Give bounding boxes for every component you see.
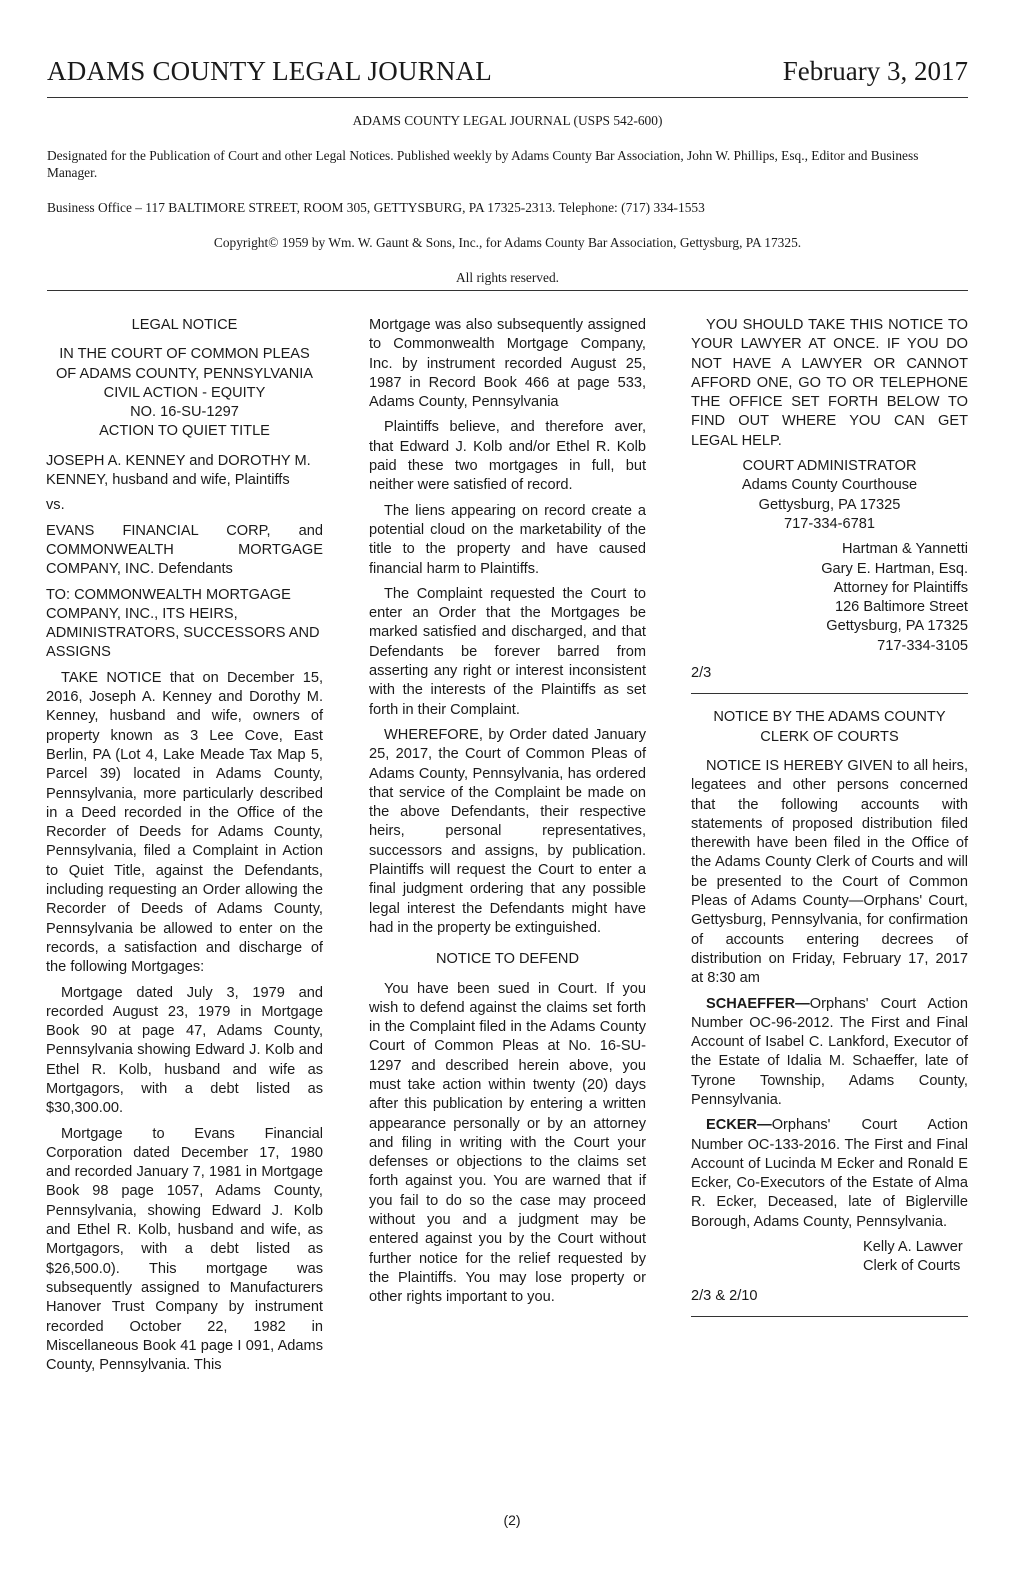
clerk-intro-paragraph: NOTICE IS HEREBY GIVEN to all heirs, legatees and other persons concerned that the following accounts with statements of proposed distribution filed therewith have been filed in the Office of the Adams County Clerk of Courts and will be presented to the Court of Common Pleas of Adams County—Orphans' Court, Gettysburg, Pennsylvania, for confirmation of accounts entering decrees of distribution on Friday, February 17, 2017 at 8:30 am — [691, 757, 968, 987]
rights-line: All rights reserved. — [455, 270, 559, 285]
versus: vs. — [46, 497, 65, 514]
run-dates: 2/3 & 2/10 — [691, 1287, 758, 1304]
attorney-line: 717-334-3105 — [877, 637, 968, 654]
admin-line: COURT ADMINISTRATOR — [742, 458, 917, 475]
notice-divider — [691, 693, 968, 694]
take-notice-paragraph: TAKE NOTICE that on December 15, 2016, Joseph A. Kenney and Dorothy M. Kenney, husband and wife, owners of property known as 3 Lee Cove, East Berlin, PA (Lot 4, Lake Meade Tax Map 5, Parcel 39) located in Adams County, Pennsylvania, more particularly described in a Deed recorded in the Office of the Recorder of Deeds for Adams County, Pennsylvania, filed a Complaint in Action to Quiet Title, against the Defendants, including requesting an Order allowing the Recorder of Deeds of Adams County, Pennsylvania be allowed to enter on the records, a satisfaction and discharge of the following Mortgages: — [46, 669, 323, 976]
running-head — [47, 56, 968, 96]
complaint-paragraph: The Complaint requested the Court to enter an Order that the Mortgages be marked satisfied and discharged, and that Defendants be forever barred from asserting any right or interest inconsistent with the interests of the Plaintiffs as set forth in their Complaint. — [369, 585, 646, 718]
clerk-notice-heading — [691, 708, 968, 747]
court-line: ACTION TO QUIET TITLE — [99, 423, 270, 440]
wherefore-paragraph: WHEREFORE, by Order dated January 25, 2017, the Court of Common Pleas of Adams County, Pennsylvania, has ordered that service of the Complaint be made on the above Defendants, their respective heirs, personal representatives, successors and assigns, by publication. Plaintiffs will request the Court to enter a final judgment ordering that any possible legal interest the Defendants might have had in the property be extinguished. — [369, 726, 646, 936]
signer-title: Clerk of Courts — [863, 1258, 961, 1275]
attorney-line: Hartman & Yannetti — [841, 541, 968, 558]
page-number: (2) — [503, 1512, 521, 1528]
usps-line: ADAMS COUNTY LEGAL JOURNAL (USPS 542-600) — [352, 113, 663, 128]
lawyer-paragraph: YOU SHOULD TAKE THIS NOTICE TO YOUR LAWYER AT ONCE. IF YOU DO NOT HAVE A LAWYER OR CANNOT AFFORD ONE, GO TO OR TELEPHONE THE OFFICE SET FORTH BELOW TO FIND OUT WHERE YOU CAN GET LEGAL HELP. — [691, 317, 968, 449]
estate-text: Orphans' Court Action Number OC-133-2016. The First and Final Account of Lucinda M Ecker and Ronald E Ecker, Co-Executors of the Estate of Alma R. Ecker, Deceased, late of Biglerville Borough, Adams County, Pennsylvania. — [691, 1117, 968, 1230]
court-line: OF ADAMS COUNTY, PENNSYLVANIA — [55, 365, 314, 382]
estate-entry — [691, 995, 968, 1111]
estate-name: ECKER— — [706, 1117, 772, 1134]
attorney-line: Gettysburg, PA 17325 — [826, 618, 968, 635]
journal-title: ADAMS COUNTY LEGAL JOURNAL — [47, 56, 492, 86]
run-dates: 2/3 — [691, 665, 712, 682]
admin-line: 717-334-6781 — [784, 515, 875, 532]
court-line: IN THE COURT OF COMMON PLEAS — [59, 346, 310, 363]
court-line: NO. 16-SU-1297 — [130, 404, 239, 421]
admin-line: Adams County Courthouse — [741, 477, 918, 494]
column-2 — [369, 316, 646, 1314]
column-3 — [691, 316, 968, 1331]
court-line: CIVIL ACTION - EQUITY — [103, 384, 266, 401]
attorney-line: Attorney for Plaintiffs — [833, 579, 968, 596]
attorney-block — [691, 540, 968, 656]
clerk-heading-line: NOTICE BY THE ADAMS COUNTY — [713, 709, 946, 726]
liens-paragraph: The liens appearing on record create a potential cloud on the marketability of the title to the property and have caused financial harm to Plaintiffs. — [369, 502, 646, 577]
mortgage-1-paragraph: Mortgage dated July 3, 1979 and recorded August 23, 1979 in Mortgage Book 90 at page 47, Adams County, Pennsylvania showing Edward J. Kolb and Ethel R. Kolb, husband and wife as Mortgagors, with a debt listed as $30,300.00. — [46, 984, 323, 1117]
attorney-line: 126 Baltimore Street — [834, 599, 968, 616]
defendants: EVANS FINANCIAL CORP, and COMMONWEALTH MORTGAGE COMPANY, INC. Defendants — [46, 522, 323, 578]
estate-name: SCHAEFFER— — [706, 995, 810, 1012]
clerk-signature — [691, 1238, 968, 1277]
clerk-heading-line: CLERK OF COURTS — [760, 728, 899, 745]
belief-paragraph: Plaintiffs believe, and therefore aver, that Edward J. Kolb and/or Ethel R. Kolb paid these two mortgages in full, but neither were satisfied of record. — [369, 419, 646, 494]
signer-name: Kelly A. Lawver — [863, 1239, 963, 1256]
column-1 — [46, 316, 323, 1381]
notice-divider — [691, 1316, 968, 1317]
estate-entry — [691, 1116, 968, 1232]
notice-to-defend-heading: NOTICE TO DEFEND — [436, 951, 579, 968]
court-administrator-block — [691, 457, 968, 534]
to-line: TO: COMMONWEALTH MORTGAGE COMPANY, INC., ITS HEIRS, ADMINISTRATORS, SUCCESSORS AND ASSIGNS — [46, 586, 320, 661]
mortgage-2-paragraph: Mortgage to Evans Financial Corporation dated December 17, 1980 and recorded January 7, 1981 in Mortgage Book 98 page 1057, Adams County, Pennsylvania, showing Edward J. Kolb and Ethel R. Kolb, husband and wife, as Mortgagors, with a debt listed as $26,500.0). This mortgage was subsequently assigned to Manufacturers Hanover Trust Company by instrument recorded October 22, 1982 in Miscellaneous Book 41 page I 091, Adams County, Pennsylvania. This — [46, 1125, 323, 1374]
plaintiffs: JOSEPH A. KENNEY and DOROTHY M. KENNEY, husband and wife, Plaintiffs — [46, 452, 311, 489]
attorney-line: Gary E. Hartman, Esq. — [821, 560, 968, 577]
header-rule — [47, 97, 968, 98]
copyright-line: Copyright© 1959 by Wm. W. Gaunt & Sons, Inc., for Adams County Bar Association, Gettysburg, PA 17325. — [213, 235, 802, 250]
legal-notice-heading: LEGAL NOTICE — [131, 317, 238, 333]
business-office: Business Office – 117 BALTIMORE STREET, ROOM 305, GETTYSBURG, PA 17325-2313. Telephone: (717) 334-1553 — [47, 200, 705, 215]
masthead — [47, 112, 968, 286]
notice-to-defend-paragraph: You have been sued in Court. If you wish to defend against the claims set forth in the Complaint filed in the Adams County Court of Common Pleas at No. 16-SU-1297 and described herein above, you must take action within twenty (20) days after this publication by entering a written appearance personally or by an attorney and filing in writing with the Court your defenses or objections to the claims set forth against you. You are warned that if you fail to do so the case may proceed without you and a judgment may be entered against you by the Court without further notice for the relief requested by the Plaintiffs. You may lose property or other rights important to you. — [369, 980, 646, 1306]
court-caption — [46, 345, 323, 441]
issue-date: February 3, 2017 — [782, 56, 968, 86]
mortgage-2-continued: Mortgage was also subsequently assigned to Commonwealth Mortgage Company, Inc. by instrument recorded August 25, 1987 in Record Book 466 at page 533, Adams County, Pennsylvania — [369, 317, 646, 411]
estate-text: Orphans' Court Action Number OC-96-2012. The First and Final Account of Isabel C. Lankford, Executor of the Estate of Idalia M. Schaeffer, late of Tyrone Township, Adams County, Pennsylvania. — [691, 995, 968, 1108]
masthead-rule — [47, 290, 968, 291]
designation-text: Designated for the Publication of Court and other Legal Notices. Published weekly by Adams County Bar Association, John W. Phillips, Esq., Editor and Business Manager. — [47, 148, 919, 180]
admin-line: Gettysburg, PA 17325 — [758, 496, 901, 513]
